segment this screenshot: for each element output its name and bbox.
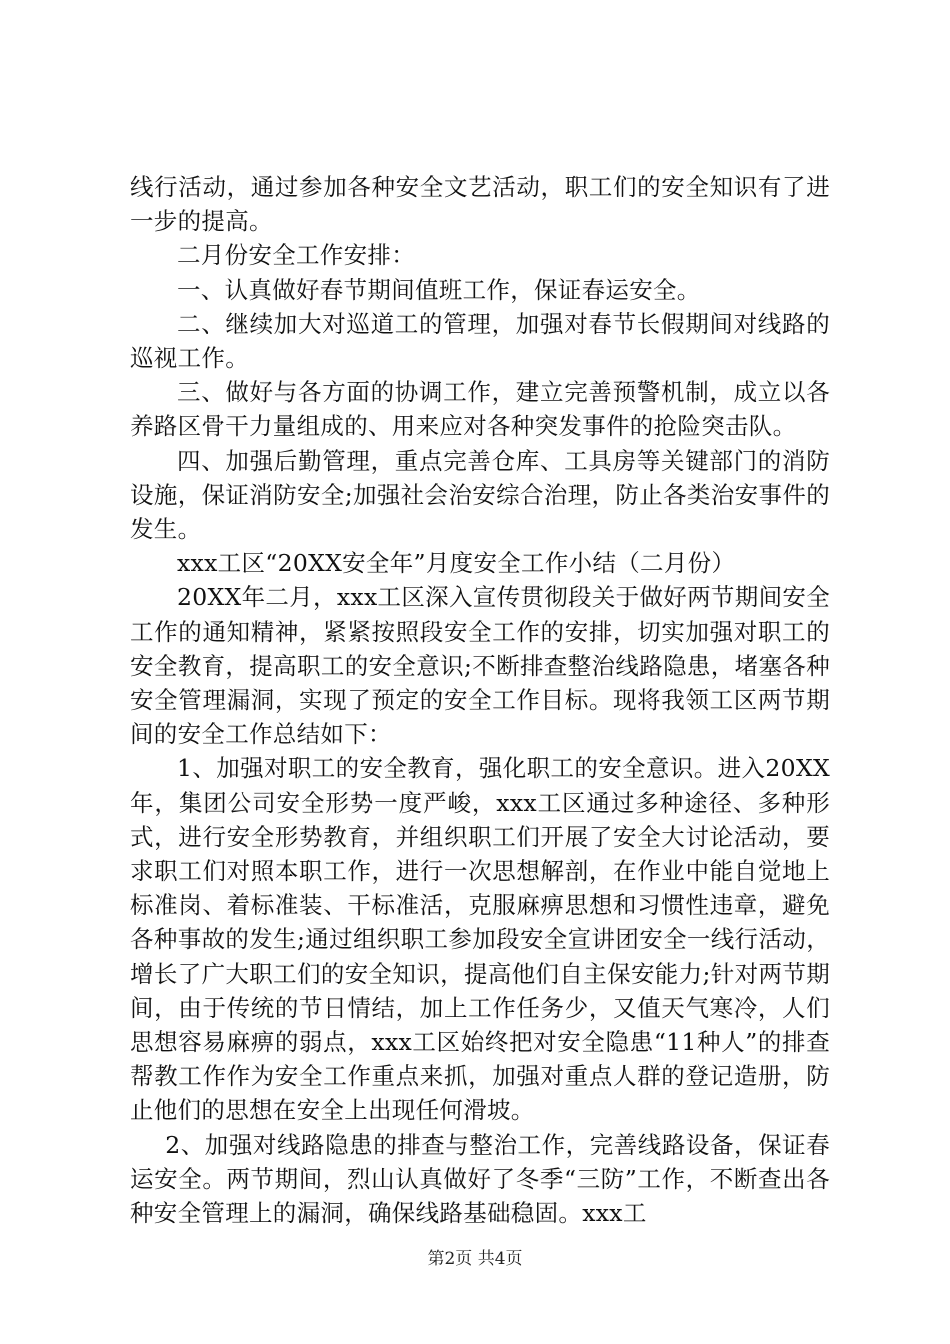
paragraph-plan-item-3: 三、做好与各方面的协调工作，建立完善预警机制，成立以各养路区骨干力量组成的、用来应对各种突发事件的抢险突击队。 [130, 378, 830, 441]
paragraph-summary-item-2: 2、加强对线路隐患的排查与整治工作，完善线路设备，保证春运安全。两节期间，烈山认真做好了冬季“三防”工作，不断查出各种安全管理上的漏洞，确保线路基础稳固。xxx工 [130, 1130, 830, 1228]
page-footer: 第2页 共4页 [427, 1249, 523, 1269]
paragraph-february-plan-heading: 二月份安全工作安排： [177, 241, 415, 270]
paragraph-summary-intro: 20XX年二月，xxx工区深入宣传贯彻段关于做好两节期间安全工作的通知精神，紧紧按照段安全工作的安排，切实加强对职工的安全教育，提高职工的安全意识;不断排查整治线路隐患，堵塞各种安全管理漏洞，实现了预定的安全工作目标。现将我领工区两节期间的安全工作总结如下： [130, 583, 830, 749]
paragraph-plan-item-2: 二、继续加大对巡道工的管理，加强对春节长假期间对线路的巡视工作。 [130, 309, 830, 373]
document-body [130, 170, 830, 1230]
paragraph-plan-item-4: 四、加强后勤管理，重点完善仓库、工具房等关键部门的消防设施，保证消防安全;加强社会治安综合治理，防止各类治安事件的发生。 [130, 446, 830, 544]
paragraph-continuation: 线行活动，通过参加各种安全文艺活动，职工们的安全知识有了进一步的提高。 [130, 173, 830, 236]
paragraph-plan-item-1: 一、认真做好春节期间值班工作，保证春运安全。 [177, 275, 701, 304]
section-title: xxx工区“20XX安全年”月度安全工作小结（二月份） [177, 549, 736, 578]
paragraph-summary-item-1: 1、加强对职工的安全教育，强化职工的安全意识。进入20XX年，集团公司安全形势一度严峻，xxx工区通过多种途径、多种形式，进行安全形势教育，并组织职工们开展了安全大讨论活动，要求职工们对照本职工作，进行一次思想解剖，在作业中能自觉地上标准岗、着标准装、干标准活，克服麻痹思想和习惯性违章，避免各种事故的发生;通过组织职工参加段安全宣讲团安全一线行活动，增长了广大职工们的安全知识，提高他们自主保安能力;针对两节期间，由于传统的节日情结，加上工作任务少，又值天气寒冷，人们思想容易麻痹的弱点，xxx工区始终把对安全隐患“11种人”的排查帮教工作作为安全工作重点来抓，加强对重点人群的登记造册，防止他们的思想在安全上出现任何滑坡。 [130, 754, 830, 1125]
